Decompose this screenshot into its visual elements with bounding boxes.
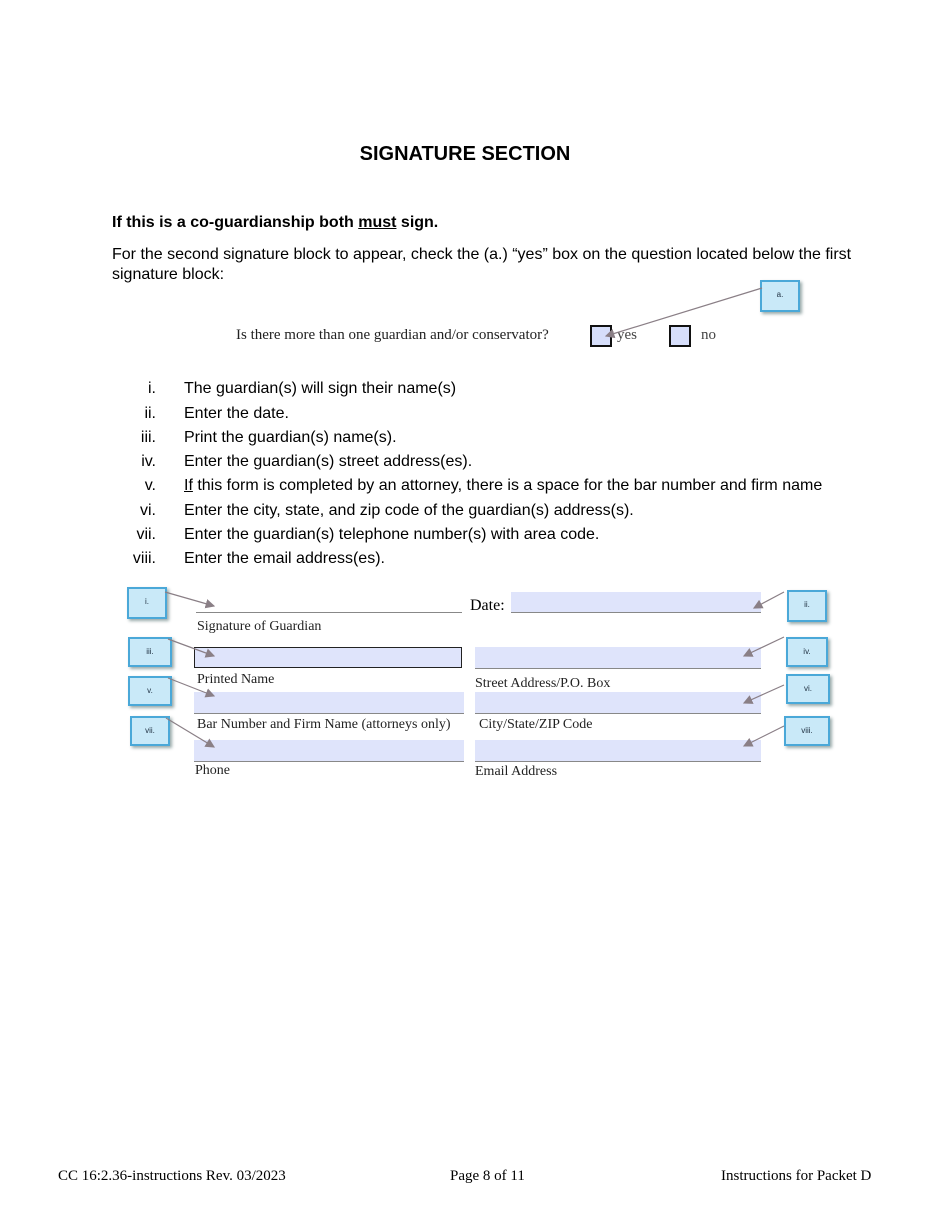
question-text: Is there more than one guardian and/or conservator? [236,327,549,343]
callout-iii: iii. [128,637,172,667]
step-number: viii. [132,550,156,567]
step-emphasis: If [184,477,193,494]
arrow-viii [744,726,784,746]
callout-v: v. [128,676,172,706]
callout-vii: vii. [130,716,170,746]
callout-ii: ii. [787,590,827,622]
arrow-iii [168,639,214,656]
arrow-ii [754,592,784,608]
step-number: vii. [136,526,156,543]
step-text-rest: this form is completed by an attorney, there is a space for the bar number and firm name [192,477,823,494]
no-label: no [701,327,716,343]
bar-number-label: Bar Number and Firm Name (attorneys only) [197,717,451,732]
date-label: Date: [470,597,505,614]
street-address-label: Street Address/P.O. Box [475,676,611,691]
note-suffix: sign. [396,214,439,231]
callout-vi: vi. [786,674,830,704]
footer-form-id: CC 16:2.36-instructions Rev. 03/2023 [58,1168,286,1184]
step-text: The guardian(s) will sign their name(s) [184,380,457,397]
phone-label: Phone [195,763,230,778]
signature-label: Signature of Guardian [197,619,322,634]
arrow-i [165,592,214,606]
step-number: vi. [140,502,156,519]
step-text: Enter the city, state, and zip code of the guardian(s) address(s). [184,502,634,519]
callout-a: a. [760,280,800,312]
note-emphasis: must [358,214,397,231]
step-text: Enter the guardian(s) telephone number(s) with area code. [184,526,600,543]
arrow-a [606,288,762,336]
page-title: SIGNATURE SECTION [359,143,571,165]
callout-i: i. [127,587,167,619]
step-number: i. [148,380,156,397]
instruction-paragraph: For the second signature block to appear, check the (a.) “yes” box on the question located below the first signature block: [112,246,852,283]
footer-packet: Instructions for Packet D [721,1168,872,1184]
step-text: Enter the guardian(s) street address(es). [184,453,473,470]
step-text: Enter the email address(es). [184,550,385,567]
step-text: Enter the date. [184,405,289,422]
step-number: ii. [144,405,156,422]
arrow-vi [744,685,784,703]
footer-page-number: Page 8 of 11 [450,1168,525,1184]
step-number: iii. [140,429,156,446]
step-text: Print the guardian(s) name(s). [184,429,397,446]
callout-iv: iv. [786,637,828,667]
arrow-vii [166,718,214,747]
printed-name-label: Printed Name [197,672,275,687]
arrow-v [168,678,214,696]
step-number: v. [144,477,156,494]
step-number: iv. [141,453,156,470]
email-label: Email Address [475,764,558,779]
callout-viii: viii. [784,716,830,746]
yes-label: yes [617,327,637,343]
city-state-zip-label: City/State/ZIP Code [479,717,593,732]
arrow-iv [744,637,784,656]
note-prefix: If this is a co-guardianship both [112,214,359,231]
